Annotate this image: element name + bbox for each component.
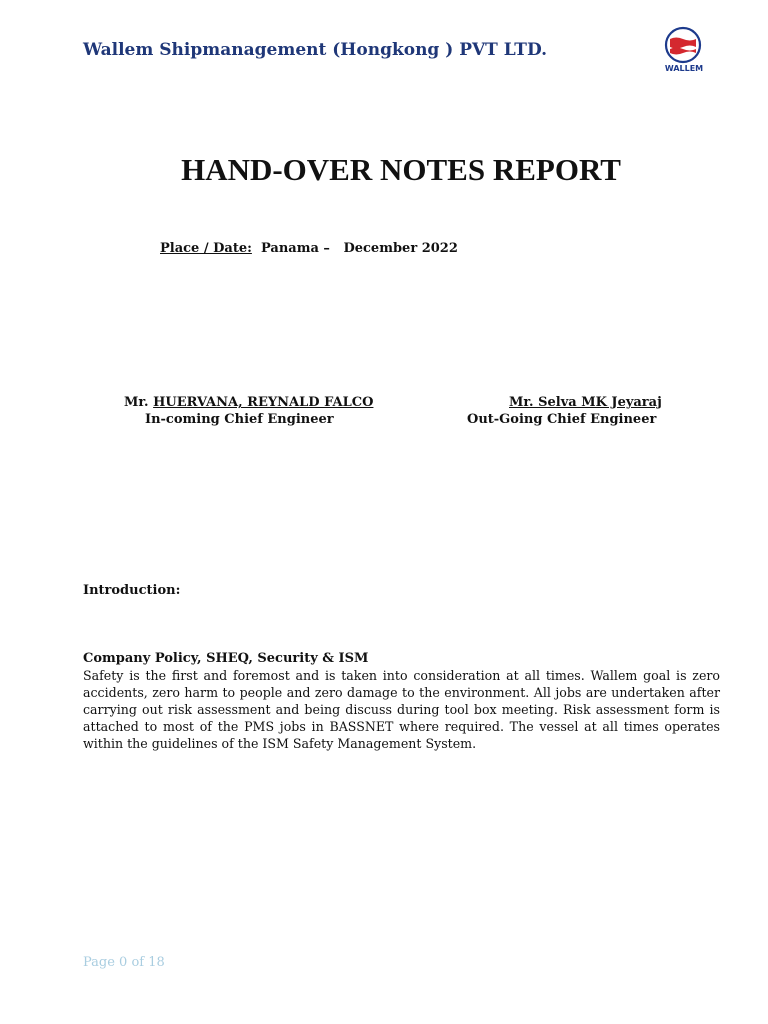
company-name: Wallem Shipmanagement (Hongkong ) PVT LTD. [83, 40, 548, 60]
page-number: Page 0 of 18 [83, 955, 165, 970]
incoming-name: HUERVANA, REYNALD FALCO [153, 395, 374, 410]
place-date-label: Place / Date: [160, 241, 252, 256]
introduction-heading: Introduction: [83, 583, 181, 598]
report-title: HAND-OVER NOTES REPORT [181, 152, 621, 187]
incoming-engineer [124, 395, 373, 410]
section-heading: Company Policy, SHEQ, Security & ISM [83, 651, 369, 666]
wallem-logo [660, 26, 710, 76]
incoming-role: In-coming Chief Engineer [145, 412, 334, 427]
wallem-logo-icon [660, 26, 710, 76]
incoming-prefix: Mr. [124, 395, 149, 410]
section-body: Safety is the first and foremost and is taken into consideration at all times. Wallem goal is zero accidents, zero harm to people and zero damage to the environment. All jobs are undertaken after carrying out risk assessment and being discuss during tool box meeting. Risk assessment form is attached to most of the PMS jobs in BASSNET where required. The vessel at all times operates within the guidelines of the ISM Safety Management System. [83, 668, 720, 751]
svg-text:WALLEM: WALLEM [664, 64, 704, 73]
place-date-value: Panama – December 2022 [260, 241, 458, 256]
outgoing-role: Out-Going Chief Engineer [467, 412, 657, 427]
place-date [160, 241, 458, 256]
outgoing-name: Mr. Selva MK Jeyaraj [509, 395, 662, 410]
